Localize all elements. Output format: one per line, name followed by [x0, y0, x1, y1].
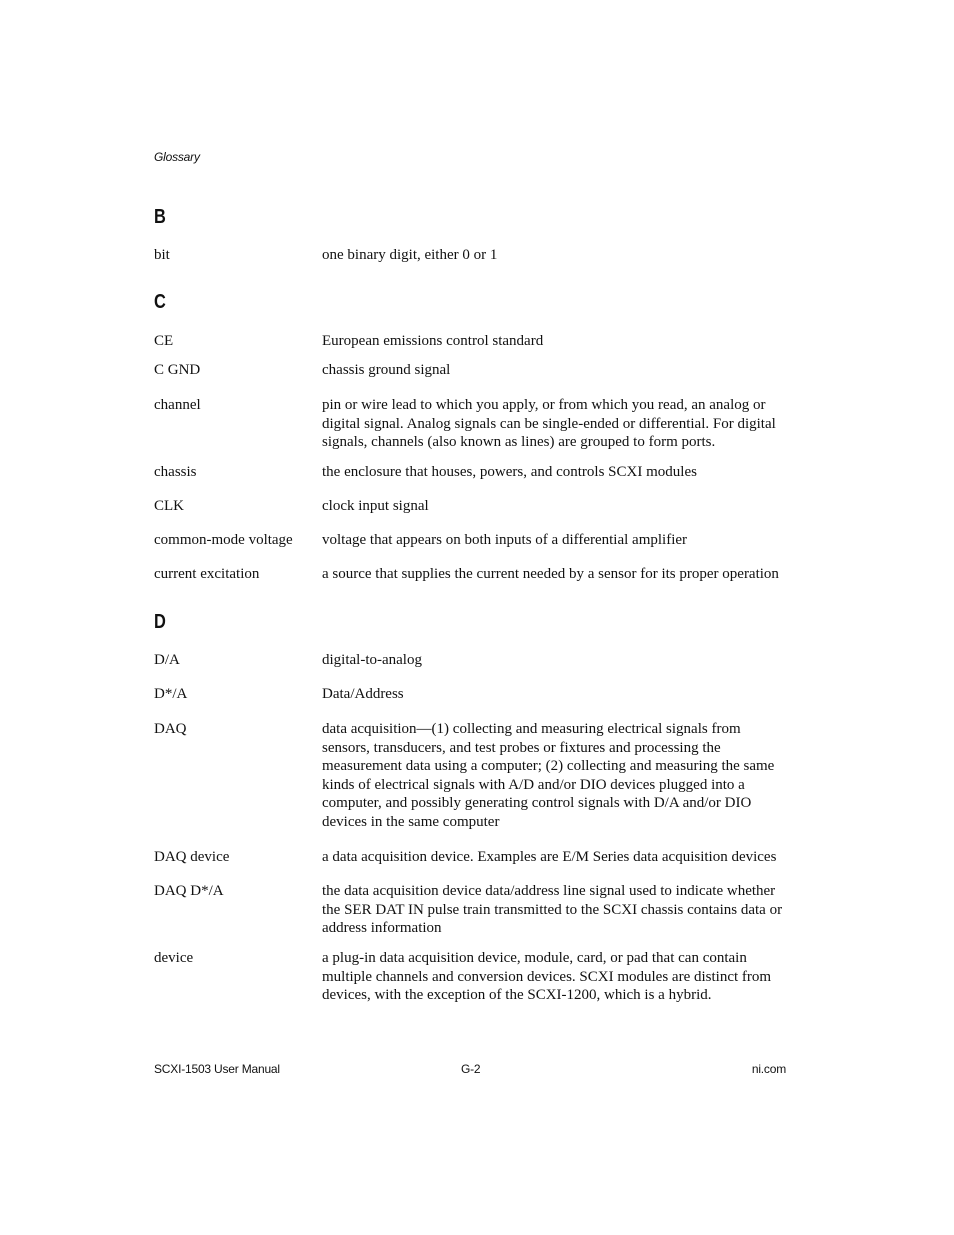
glossary-definition: voltage that appears on both inputs of a differential amplifier [322, 532, 688, 548]
glossary-definition: European emissions control standard [322, 333, 544, 349]
section-letter-c: C [154, 291, 166, 313]
glossary-definition: chassis ground signal [322, 362, 451, 378]
glossary-term: channel [154, 397, 201, 413]
glossary-definition: clock input signal [322, 498, 429, 514]
glossary-term: DAQ [154, 721, 187, 737]
glossary-definition: data acquisition—(1) collecting and measuring electrical signals from sensors, transducers, and test probes or fixtures and processing the measurement data using a computer; (2) collecting and measuring the same kinds of electrical signals with A/D and/or DIO devices plugged into a computer, and possibly generating control signals with D/A and/or DIO devices in the same computer [322, 721, 775, 830]
glossary-definition: a data acquisition device. Examples are E/M Series data acquisition devices [322, 849, 777, 865]
glossary-term: D/A [154, 652, 180, 668]
glossary-term: bit [154, 247, 170, 263]
glossary-term: device [154, 950, 194, 966]
glossary-definition: pin or wire lead to which you apply, or from which you read, an analog or digital signal. Analog signals can be single-ended or differential. For digital signals, channels (also known as lines) are grouped to form ports. [322, 397, 776, 451]
glossary-definition: the data acquisition device data/address line signal used to indicate whether the SER DAT IN pulse train transmitted to the SCXI chassis contains data or address information [322, 883, 783, 937]
glossary-term: CE [154, 333, 174, 349]
footer-website: ni.com [751, 1062, 786, 1076]
glossary-definition: a source that supplies the current needed by a sensor for its proper operation [322, 566, 779, 582]
footer-page-number: G-2 [461, 1062, 481, 1076]
glossary-term: CLK [154, 498, 184, 514]
glossary-definition: a plug-in data acquisition device, module, card, or pad that can contain multiple channels and conversion devices. SCXI modules are distinct from devices, with the exception of the SCXI-1200, which is a hybrid. [322, 950, 772, 1004]
glossary-term: chassis [154, 464, 197, 480]
glossary-definition: Data/Address [322, 686, 404, 702]
running-head: Glossary [154, 150, 200, 164]
glossary-definition: digital-to-analog [322, 652, 422, 668]
glossary-term: common-mode voltage [154, 532, 293, 548]
glossary-term: current excitation [154, 566, 260, 582]
glossary-term: DAQ device [154, 849, 230, 865]
section-letter-b: B [154, 206, 166, 228]
section-letter-d: D [154, 611, 166, 633]
glossary-definition: the enclosure that houses, powers, and controls SCXI modules [322, 464, 697, 480]
glossary-term: C GND [154, 362, 201, 378]
glossary-definition: one binary digit, either 0 or 1 [322, 247, 498, 263]
glossary-term: DAQ D*/A [154, 883, 224, 899]
glossary-term: D*/A [154, 686, 188, 702]
footer-manual-title: SCXI-1503 User Manual [154, 1062, 280, 1076]
